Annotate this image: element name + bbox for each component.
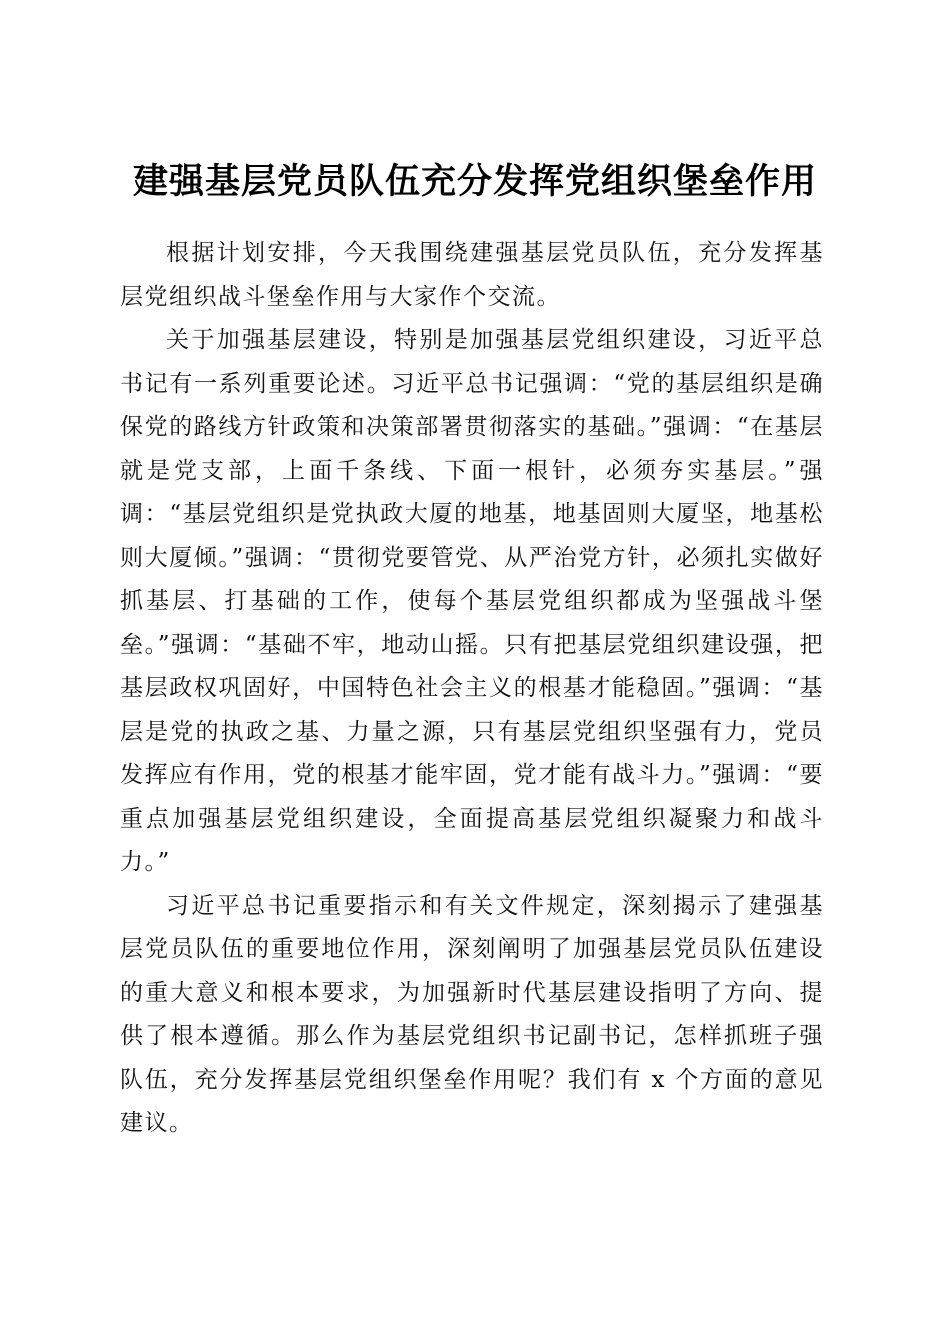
paragraph-intro: 根据计划安排，今天我围绕建强基层党员队伍，充分发挥基层党组织战斗堡垒作用与大家作个交流。: [120, 240, 824, 310]
document-title: 建强基层党员队伍充分发挥党组织堡垒作用: [132, 161, 817, 203]
paragraph-quotes: 关于加强基层建设，特别是加强基层党组织建设，习近平总书记有一系列重要论述。习近平总书记强调：“党的基层组织是确保党的路线方针政策和决策部署贯彻落实的基础。”强调：“在基层就是党支部，上面千条线、下面一根针，必须夯实基层。”强调：“基层党组织是党执政大厦的地基，地基固则大厦坚，地基松则大厦倾。”强调：“贯彻党要管党、从严治党方针，必须扎实做好抓基层、打基础的工作，使每个基层党组织都成为坚强战斗堡垒。”强调：“基础不牢，地动山摇。只有把基层党组织建设强，把基层政权巩固好，中国特色社会主义的根基才能稳固。”强调：“基层是党的执政之基、力量之源，只有基层党组织坚强有力，党员发挥应有作用，党的根基才能牢固，党才能有战斗力。”强调：“要重点加强基层党组织建设，全面提高基层党组织凝聚力和战斗力。”: [120, 327, 824, 875]
paragraph-conclusion: 习近平总书记重要指示和有关文件规定，深刻揭示了建强基层党员队伍的重要地位作用，深刻阐明了加强基层党员队伍建设的重大意义和根本要求，为加强新时代基层建设指明了方向、提供了根本遵循。那么作为基层党组织书记副书记，怎样抓班子强队伍，充分发挥基层党组织堡垒作用呢？我们有 x 个方面的意见建议。: [120, 892, 824, 1136]
document-body: [120, 232, 824, 1146]
